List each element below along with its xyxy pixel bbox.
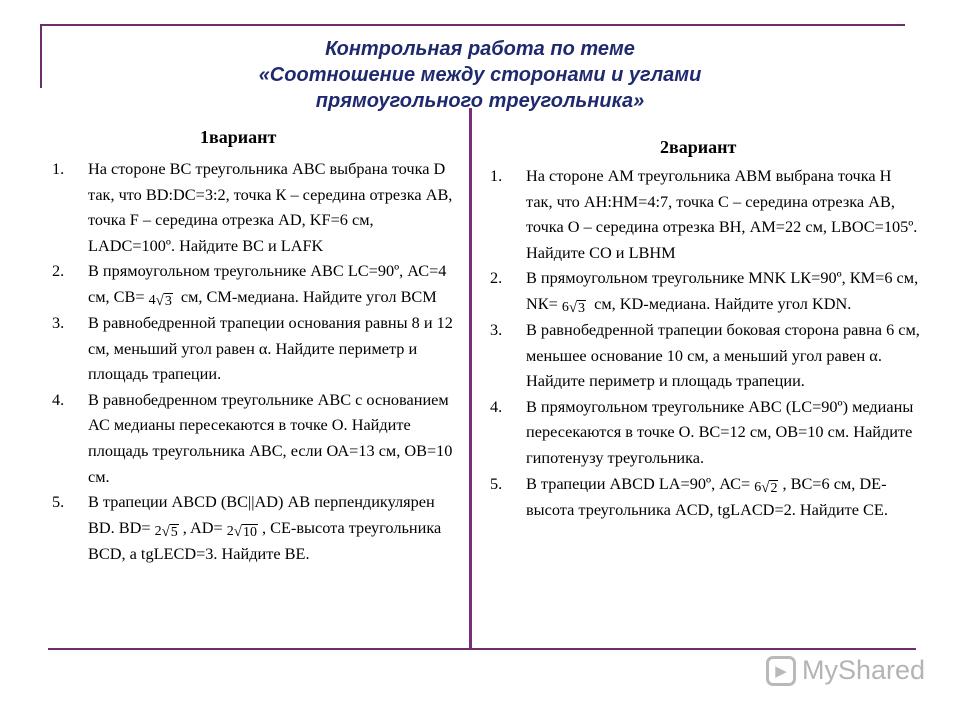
sqrt-formula: [149, 293, 173, 310]
variant-1-heading: 1вариант: [200, 127, 277, 147]
task-text-pre: В прямоугольном треугольнике АВС LС=90º, АС=4 см, СВ=: [88, 261, 447, 306]
task-number: 5.: [52, 492, 65, 512]
task-number: 5.: [490, 473, 503, 493]
task-number: 3.: [52, 312, 65, 332]
task-text-post: , ВС=6 см, DE- высота треугольника ACD, tgLACD=2. Найдите СЕ.: [526, 473, 888, 519]
title-line-3: прямоугольного треугольника»: [315, 90, 645, 112]
sqrt-sign-icon: √: [233, 523, 242, 540]
sqrt-formula: [754, 480, 778, 497]
task-text-pre: В трапеции ABCD LА=90º, АС=: [526, 473, 751, 493]
sqrt-coefficient: 6: [561, 299, 569, 315]
sqrt-radicand: 5: [170, 524, 178, 540]
title-line-1: Контрольная работа по теме: [325, 38, 635, 60]
variant-1-task-3: [52, 310, 464, 387]
sqrt-radicand: 3: [578, 300, 586, 316]
variant-2-task-4: [490, 394, 920, 471]
variant-1-task-list: [52, 156, 464, 566]
task-number: 4.: [490, 396, 503, 416]
sqrt-sign-icon: √: [761, 479, 770, 496]
sqrt-coefficient: 6: [754, 479, 762, 495]
variant-2-task-list: [490, 163, 920, 522]
sqrt-formula: [227, 524, 258, 541]
task-number: 1.: [490, 166, 503, 185]
sqrt-radicand: 2: [770, 480, 778, 496]
task-text: На стороне АМ треугольника АВМ выбрана точка Н так, что АН:НМ=4:7, точка С – середина отрезка АВ, точка О – середина отрезка ВН, АМ=22 см, LВОС=105º. Найдите СО и LВНМ: [526, 166, 918, 262]
sqrt-sign-icon: √: [155, 292, 164, 309]
column-divider: [469, 108, 472, 648]
task-number: 4.: [52, 389, 65, 409]
variant-1-task-5: [52, 489, 464, 566]
task-text: В равнобедренной трапеции основания равны 8 и 12 см, меньший угол равен α. Найдите периметр и площадь трапеции.: [88, 312, 453, 384]
task-number: 2.: [490, 268, 503, 288]
task-number: 1.: [52, 159, 65, 178]
play-icon: ▶: [766, 656, 796, 686]
task-text: В прямоугольном треугольнике АВС (LС=90º) медианы пересекаются в точке О. ВС=12 см, ОВ=10 см. Найдите гипотенузу треугольника.: [526, 396, 914, 467]
bottom-rule: [48, 648, 916, 650]
sqrt-coefficient: 2: [154, 523, 162, 539]
title-line-2: «Соотношение между сторонами и углами: [258, 64, 702, 86]
variant-2-task-5: [490, 471, 920, 523]
variant-2-heading: 2вариант: [660, 137, 737, 157]
task-number: 3.: [490, 319, 503, 339]
sqrt-radicand: 3: [164, 293, 172, 309]
sqrt-formula: [562, 300, 586, 317]
sqrt-formula: [155, 524, 179, 541]
task-text-post: см, СМ-медиана. Найдите угол ВСМ: [176, 286, 437, 306]
task-text-pre: В трапеции ABCD (ВС||AD) АВ перпендикулярен BD. BD=: [88, 492, 435, 537]
frame-left-line: [40, 24, 42, 88]
watermark-text: MyShared: [802, 655, 926, 685]
sqrt-coefficient: 4: [148, 292, 156, 308]
watermark-logo[interactable]: [766, 655, 925, 686]
sqrt-radicand: 10: [242, 524, 257, 540]
slide-title: [110, 36, 850, 114]
task-text: На стороне ВС треугольника АВС выбрана точка D так, что BD:DC=3:2, точка К – середина отрезка АВ, точка F – середина отрезка AD, KF=6 см, LADC=100º. Найдите ВС и LAFK: [88, 159, 453, 255]
variant-1-task-1: [52, 156, 464, 258]
task-text: В равнобедренной трапеции боковая сторона равна 6 см, меньшее основание 10 см, а меньший угол равен α. Найдите периметр и площадь трапеции.: [526, 319, 920, 391]
variant-1-task-2: [52, 258, 464, 310]
sqrt-sign-icon: √: [161, 523, 170, 540]
task-text-mid: , AD=: [182, 517, 223, 537]
frame-top-line: [40, 24, 905, 26]
variant-1-task-4: [52, 387, 464, 489]
sqrt-sign-icon: √: [568, 299, 578, 316]
task-text: В равнобедренном треугольнике АВС с основанием АС медианы пересекаются в точке О. Найдите площадь треугольника АВС, если ОА=13 см, ОВ=10 см.: [88, 389, 453, 486]
task-number: 2.: [52, 261, 65, 281]
task-text-post: , СЕ-высота треугольника BCD, а tgLECD=3. Найдите ВЕ.: [88, 517, 442, 563]
variant-2-task-2: [490, 265, 920, 317]
sqrt-coefficient: 2: [226, 523, 234, 539]
task-text-post: см, KD-медиана. Найдите угол KDN.: [590, 293, 852, 313]
variant-2-task-1: [490, 163, 920, 265]
variant-2-task-3: [490, 317, 920, 394]
task-text-pre: В прямоугольном треугольнике MNK LК=90º, КМ=6 см, NК=: [526, 268, 919, 313]
